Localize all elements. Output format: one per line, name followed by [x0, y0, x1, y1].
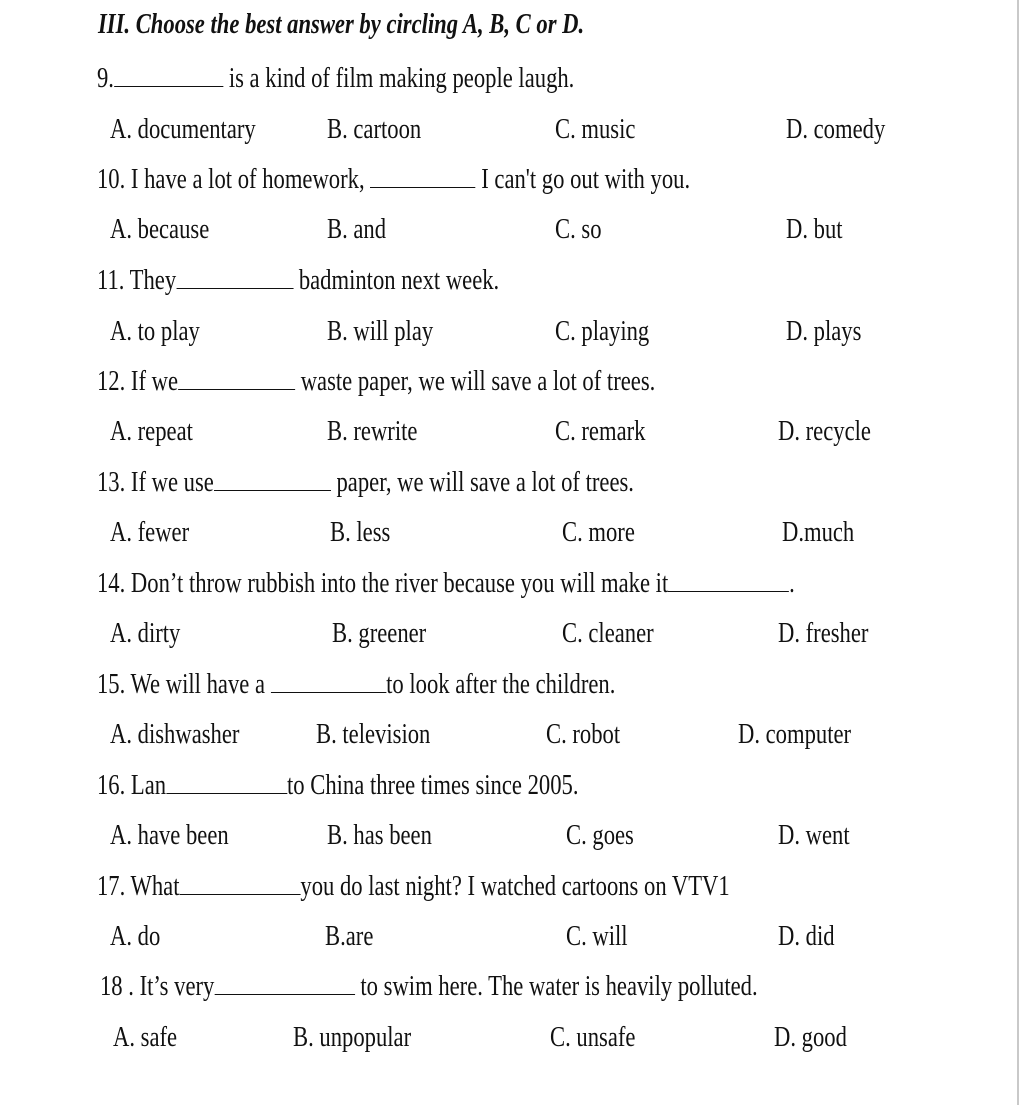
question-13 [0, 462, 1024, 502]
answer-blank[interactable] [114, 66, 223, 87]
option-c[interactable]: C. goes [566, 819, 634, 851]
option-a[interactable]: A. have been [110, 819, 229, 851]
section-heading: III. Choose the best answer by circling A, B, C or D. [98, 8, 585, 40]
option-a[interactable]: A. documentary [110, 113, 256, 145]
answer-blank[interactable] [271, 672, 386, 693]
question-prefix: 12. If we [97, 365, 179, 397]
options-10 [0, 209, 1024, 249]
option-a[interactable]: A. because [110, 213, 210, 245]
answer-blank[interactable] [180, 874, 301, 895]
question-prefix: 18 . It’s very [100, 970, 215, 1002]
option-d[interactable]: D. comedy [786, 113, 886, 145]
question-prefix: 15. We will have a [97, 668, 271, 700]
question-17 [0, 866, 1024, 906]
question-text [97, 163, 690, 196]
option-a[interactable]: A. do [110, 920, 161, 952]
question-15 [0, 664, 1024, 704]
options-14 [0, 613, 1024, 653]
question-suffix: to swim here. The water is heavily polluted. [354, 970, 758, 1002]
question-suffix: to look after the children. [386, 668, 616, 700]
option-d[interactable]: D. recycle [778, 415, 871, 447]
option-a[interactable]: A. safe [113, 1021, 178, 1053]
question-suffix: paper, we will save a lot of trees. [330, 466, 634, 498]
question-12 [0, 361, 1024, 401]
question-prefix: 13. If we use [97, 466, 214, 498]
option-d[interactable]: D.much [782, 516, 855, 548]
question-suffix: you do last night? I watched cartoons on VTV1 [300, 870, 730, 902]
question-suffix: badminton next week. [293, 264, 500, 296]
option-c[interactable]: C. music [555, 113, 636, 145]
answer-blank[interactable] [214, 974, 354, 995]
option-c[interactable]: C. will [566, 920, 628, 952]
question-16 [0, 765, 1024, 805]
option-c[interactable]: C. so [555, 213, 602, 245]
answer-blank[interactable] [166, 773, 287, 794]
question-text [97, 870, 730, 903]
option-c[interactable]: C. playing [555, 315, 650, 347]
question-suffix: I can't go out with you. [475, 163, 691, 195]
option-a[interactable]: A. fewer [110, 516, 190, 548]
option-b[interactable]: B. cartoon [327, 113, 422, 145]
answer-blank[interactable] [214, 470, 331, 491]
question-11 [0, 260, 1024, 300]
option-d[interactable]: D. fresher [778, 617, 869, 649]
option-a[interactable]: A. dishwasher [110, 718, 240, 750]
options-13 [0, 512, 1024, 552]
question-text [97, 62, 574, 95]
question-suffix: is a kind of film making people laugh. [223, 62, 575, 94]
question-prefix: 17. What [97, 870, 180, 902]
question-text [97, 567, 795, 600]
option-b[interactable]: B. will play [327, 315, 434, 347]
option-d[interactable]: D. good [774, 1021, 847, 1053]
question-text [97, 668, 615, 701]
options-12 [0, 411, 1024, 451]
question-text [97, 769, 578, 802]
option-d[interactable]: D. went [778, 819, 850, 851]
option-c[interactable]: C. remark [555, 415, 646, 447]
question-suffix: to China three times since 2005. [287, 769, 579, 801]
question-prefix: 9. [97, 62, 114, 94]
options-16 [0, 815, 1024, 855]
answer-blank[interactable] [178, 369, 295, 390]
option-b[interactable]: B. less [330, 516, 391, 548]
options-18 [0, 1017, 1024, 1057]
option-b[interactable]: B. greener [332, 617, 427, 649]
question-prefix: 11. They [97, 264, 177, 296]
question-prefix: 16. Lan [97, 769, 167, 801]
question-10 [0, 159, 1024, 199]
answer-blank[interactable] [176, 268, 293, 289]
option-b[interactable]: B. unpopular [293, 1021, 412, 1053]
option-b[interactable]: B. television [316, 718, 431, 750]
option-b[interactable]: B.are [325, 920, 374, 952]
option-d[interactable]: D. but [786, 213, 843, 245]
option-a[interactable]: A. to play [110, 315, 200, 347]
option-a[interactable]: A. dirty [110, 617, 181, 649]
options-11 [0, 311, 1024, 351]
option-b[interactable]: B. and [327, 213, 387, 245]
answer-blank[interactable] [668, 571, 789, 592]
option-a[interactable]: A. repeat [110, 415, 193, 447]
options-9 [0, 109, 1024, 149]
question-18 [0, 966, 1024, 1006]
question-14 [0, 563, 1024, 603]
option-d[interactable]: D. plays [786, 315, 862, 347]
question-prefix: 14. Don’t throw rubbish into the river because you will make it [97, 567, 669, 599]
options-15 [0, 714, 1024, 754]
question-text [97, 466, 634, 499]
question-suffix: . [789, 567, 795, 599]
question-text [97, 264, 499, 297]
option-b[interactable]: B. rewrite [327, 415, 418, 447]
option-c[interactable]: C. unsafe [550, 1021, 636, 1053]
option-c[interactable]: C. more [562, 516, 635, 548]
question-text [97, 365, 655, 398]
option-c[interactable]: C. cleaner [562, 617, 654, 649]
question-suffix: waste paper, we will save a lot of trees. [295, 365, 656, 397]
option-d[interactable]: D. did [778, 920, 835, 952]
options-17 [0, 916, 1024, 956]
option-c[interactable]: C. robot [546, 718, 621, 750]
question-9 [0, 58, 1024, 98]
answer-blank[interactable] [370, 167, 475, 188]
question-text [100, 970, 758, 1003]
question-prefix: 10. I have a lot of homework, [97, 163, 371, 195]
option-d[interactable]: D. computer [738, 718, 852, 750]
option-b[interactable]: B. has been [327, 819, 432, 851]
